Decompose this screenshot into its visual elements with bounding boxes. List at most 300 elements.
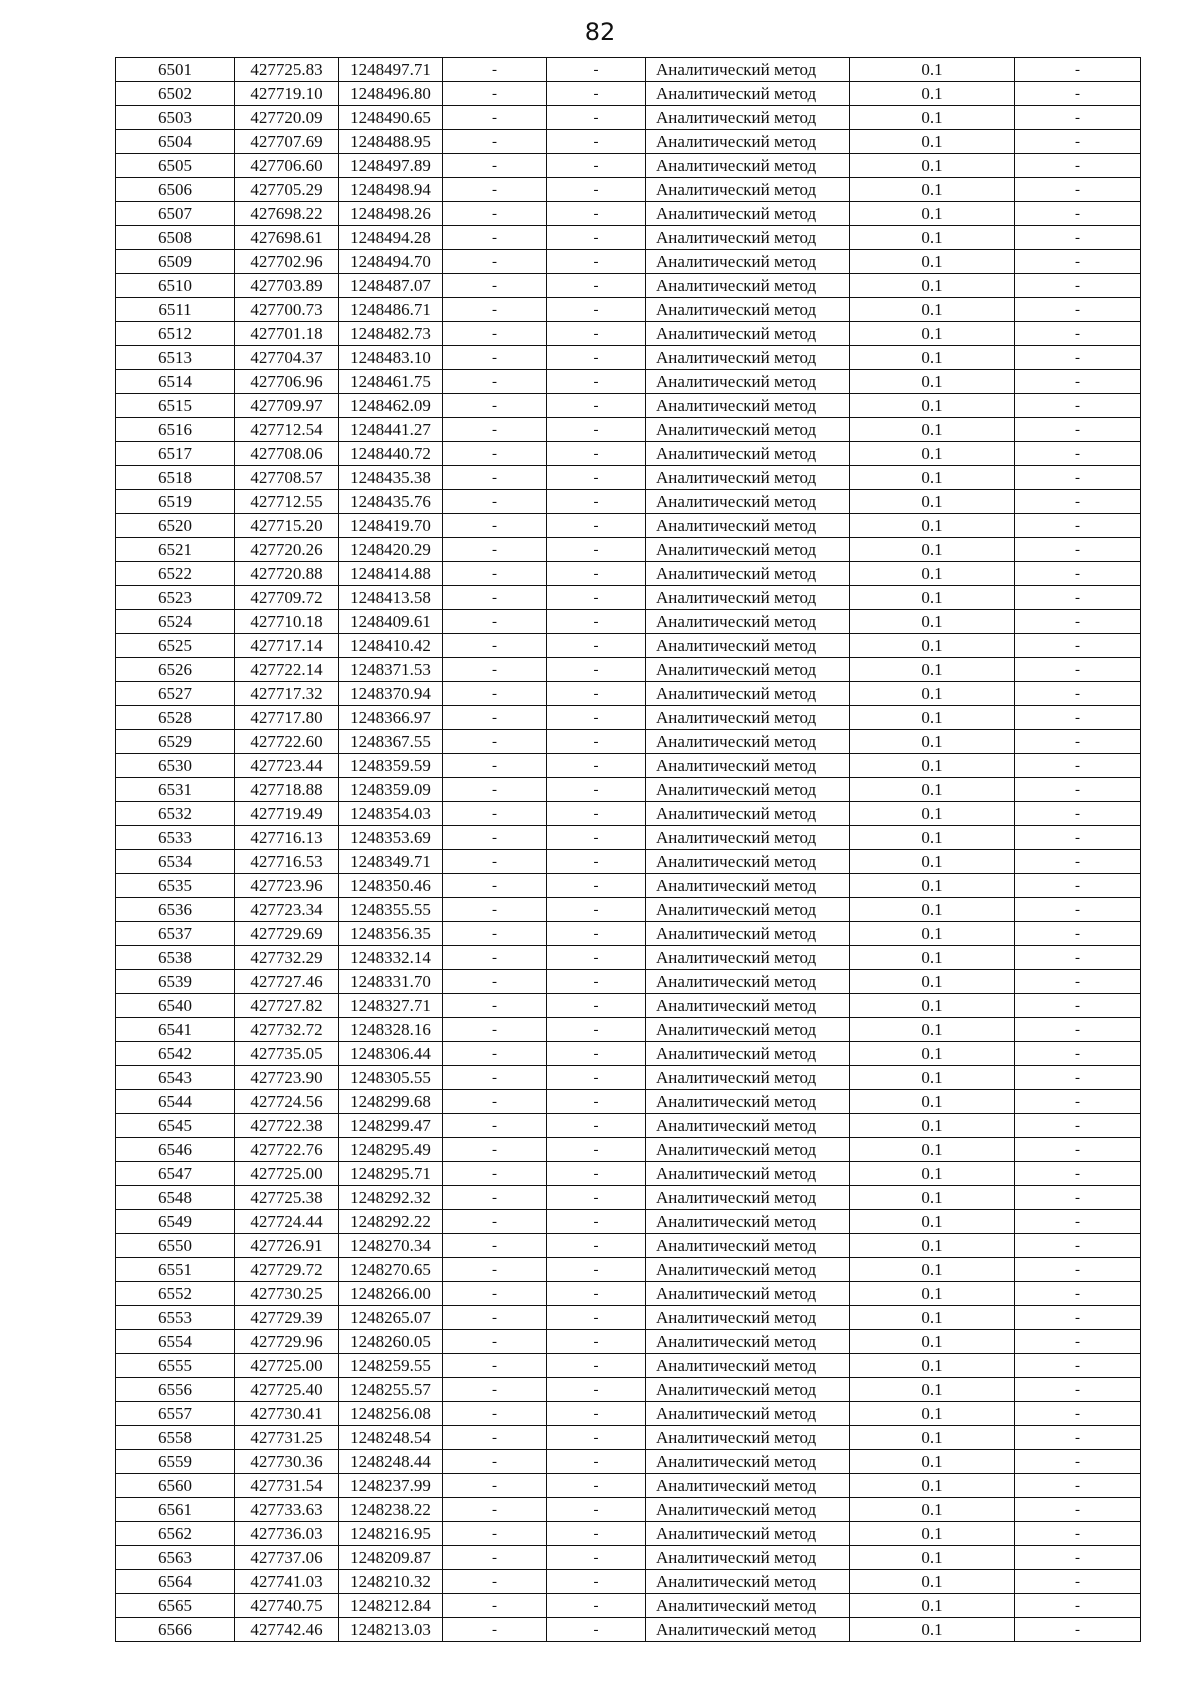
- point-number-cell: 6551: [116, 1258, 235, 1282]
- accuracy-cell: 0.1: [850, 754, 1015, 778]
- table-row: [116, 778, 1141, 802]
- accuracy-cell: 0.1: [850, 466, 1015, 490]
- y-coordinate-cell: 1248486.71: [339, 298, 443, 322]
- empty-dash-cell: -: [547, 1618, 646, 1642]
- empty-dash-cell: -: [547, 490, 646, 514]
- page-number: 82: [584, 18, 616, 46]
- y-coordinate-cell: 1248498.94: [339, 178, 443, 202]
- empty-dash-cell: -: [1015, 274, 1141, 298]
- empty-dash-cell: -: [547, 802, 646, 826]
- accuracy-cell: 0.1: [850, 826, 1015, 850]
- empty-dash-cell: -: [1015, 154, 1141, 178]
- method-cell: Аналитический метод: [646, 1330, 850, 1354]
- accuracy-cell: 0.1: [850, 562, 1015, 586]
- x-coordinate-cell: 427719.10: [235, 82, 339, 106]
- x-coordinate-cell: 427726.91: [235, 1234, 339, 1258]
- empty-dash-cell: -: [547, 1378, 646, 1402]
- empty-dash-cell: -: [443, 1114, 547, 1138]
- table-row: [116, 970, 1141, 994]
- empty-dash-cell: -: [443, 898, 547, 922]
- accuracy-cell: 0.1: [850, 106, 1015, 130]
- empty-dash-cell: -: [547, 1066, 646, 1090]
- empty-dash-cell: -: [547, 898, 646, 922]
- y-coordinate-cell: 1248238.22: [339, 1498, 443, 1522]
- empty-dash-cell: -: [443, 994, 547, 1018]
- accuracy-cell: 0.1: [850, 298, 1015, 322]
- y-coordinate-cell: 1248255.57: [339, 1378, 443, 1402]
- empty-dash-cell: -: [1015, 826, 1141, 850]
- x-coordinate-cell: 427735.05: [235, 1042, 339, 1066]
- empty-dash-cell: -: [1015, 1018, 1141, 1042]
- x-coordinate-cell: 427732.72: [235, 1018, 339, 1042]
- y-coordinate-cell: 1248419.70: [339, 514, 443, 538]
- y-coordinate-cell: 1248331.70: [339, 970, 443, 994]
- accuracy-cell: 0.1: [850, 778, 1015, 802]
- x-coordinate-cell: 427733.63: [235, 1498, 339, 1522]
- point-number-cell: 6547: [116, 1162, 235, 1186]
- table-row: [116, 418, 1141, 442]
- table-row: [116, 442, 1141, 466]
- empty-dash-cell: -: [443, 970, 547, 994]
- method-cell: Аналитический метод: [646, 1114, 850, 1138]
- y-coordinate-cell: 1248371.53: [339, 658, 443, 682]
- accuracy-cell: 0.1: [850, 1402, 1015, 1426]
- table-row: [116, 754, 1141, 778]
- empty-dash-cell: -: [547, 1594, 646, 1618]
- empty-dash-cell: -: [443, 1618, 547, 1642]
- method-cell: Аналитический метод: [646, 370, 850, 394]
- y-coordinate-cell: 1248237.99: [339, 1474, 443, 1498]
- empty-dash-cell: -: [547, 754, 646, 778]
- empty-dash-cell: -: [1015, 1042, 1141, 1066]
- table-row: [116, 682, 1141, 706]
- empty-dash-cell: -: [443, 1258, 547, 1282]
- method-cell: Аналитический метод: [646, 706, 850, 730]
- y-coordinate-cell: 1248490.65: [339, 106, 443, 130]
- empty-dash-cell: -: [1015, 538, 1141, 562]
- empty-dash-cell: -: [443, 1234, 547, 1258]
- empty-dash-cell: -: [443, 778, 547, 802]
- x-coordinate-cell: 427708.06: [235, 442, 339, 466]
- accuracy-cell: 0.1: [850, 1474, 1015, 1498]
- point-number-cell: 6558: [116, 1426, 235, 1450]
- method-cell: Аналитический метод: [646, 1282, 850, 1306]
- empty-dash-cell: -: [443, 1066, 547, 1090]
- x-coordinate-cell: 427708.57: [235, 466, 339, 490]
- y-coordinate-cell: 1248350.46: [339, 874, 443, 898]
- point-number-cell: 6527: [116, 682, 235, 706]
- y-coordinate-cell: 1248349.71: [339, 850, 443, 874]
- point-number-cell: 6522: [116, 562, 235, 586]
- empty-dash-cell: -: [547, 442, 646, 466]
- empty-dash-cell: -: [1015, 1354, 1141, 1378]
- empty-dash-cell: -: [1015, 970, 1141, 994]
- empty-dash-cell: -: [1015, 778, 1141, 802]
- table-row: [116, 994, 1141, 1018]
- point-number-cell: 6563: [116, 1546, 235, 1570]
- empty-dash-cell: -: [443, 226, 547, 250]
- point-number-cell: 6549: [116, 1210, 235, 1234]
- y-coordinate-cell: 1248435.76: [339, 490, 443, 514]
- empty-dash-cell: -: [443, 82, 547, 106]
- x-coordinate-cell: 427700.73: [235, 298, 339, 322]
- empty-dash-cell: -: [443, 826, 547, 850]
- y-coordinate-cell: 1248420.29: [339, 538, 443, 562]
- accuracy-cell: 0.1: [850, 202, 1015, 226]
- point-number-cell: 6536: [116, 898, 235, 922]
- method-cell: Аналитический метод: [646, 1162, 850, 1186]
- empty-dash-cell: -: [443, 1138, 547, 1162]
- y-coordinate-cell: 1248299.68: [339, 1090, 443, 1114]
- accuracy-cell: 0.1: [850, 994, 1015, 1018]
- accuracy-cell: 0.1: [850, 1546, 1015, 1570]
- table-row: [116, 1114, 1141, 1138]
- accuracy-cell: 0.1: [850, 1210, 1015, 1234]
- accuracy-cell: 0.1: [850, 1354, 1015, 1378]
- point-number-cell: 6518: [116, 466, 235, 490]
- x-coordinate-cell: 427722.60: [235, 730, 339, 754]
- y-coordinate-cell: 1248461.75: [339, 370, 443, 394]
- table-row: [116, 202, 1141, 226]
- empty-dash-cell: -: [547, 1522, 646, 1546]
- point-number-cell: 6501: [116, 58, 235, 82]
- point-number-cell: 6538: [116, 946, 235, 970]
- accuracy-cell: 0.1: [850, 1114, 1015, 1138]
- x-coordinate-cell: 427698.61: [235, 226, 339, 250]
- empty-dash-cell: -: [1015, 1186, 1141, 1210]
- point-number-cell: 6541: [116, 1018, 235, 1042]
- empty-dash-cell: -: [1015, 1066, 1141, 1090]
- empty-dash-cell: -: [443, 1594, 547, 1618]
- table-row: [116, 898, 1141, 922]
- point-number-cell: 6552: [116, 1282, 235, 1306]
- table-row: [116, 1066, 1141, 1090]
- table-row: [116, 1522, 1141, 1546]
- method-cell: Аналитический метод: [646, 1066, 850, 1090]
- x-coordinate-cell: 427729.69: [235, 922, 339, 946]
- method-cell: Аналитический метод: [646, 394, 850, 418]
- method-cell: Аналитический метод: [646, 178, 850, 202]
- accuracy-cell: 0.1: [850, 538, 1015, 562]
- accuracy-cell: 0.1: [850, 490, 1015, 514]
- empty-dash-cell: -: [547, 562, 646, 586]
- method-cell: Аналитический метод: [646, 850, 850, 874]
- empty-dash-cell: -: [547, 610, 646, 634]
- table-row: [116, 1186, 1141, 1210]
- empty-dash-cell: -: [547, 1210, 646, 1234]
- method-cell: Аналитический метод: [646, 202, 850, 226]
- y-coordinate-cell: 1248440.72: [339, 442, 443, 466]
- empty-dash-cell: -: [1015, 682, 1141, 706]
- empty-dash-cell: -: [547, 1306, 646, 1330]
- table-row: [116, 322, 1141, 346]
- empty-dash-cell: -: [443, 562, 547, 586]
- empty-dash-cell: -: [547, 154, 646, 178]
- point-number-cell: 6555: [116, 1354, 235, 1378]
- point-number-cell: 6528: [116, 706, 235, 730]
- table-row: [116, 922, 1141, 946]
- empty-dash-cell: -: [547, 538, 646, 562]
- point-number-cell: 6530: [116, 754, 235, 778]
- empty-dash-cell: -: [1015, 1306, 1141, 1330]
- table-row: [116, 106, 1141, 130]
- method-cell: Аналитический метод: [646, 130, 850, 154]
- x-coordinate-cell: 427723.44: [235, 754, 339, 778]
- x-coordinate-cell: 427727.82: [235, 994, 339, 1018]
- empty-dash-cell: -: [1015, 1114, 1141, 1138]
- x-coordinate-cell: 427717.14: [235, 634, 339, 658]
- method-cell: Аналитический метод: [646, 1090, 850, 1114]
- empty-dash-cell: -: [443, 466, 547, 490]
- accuracy-cell: 0.1: [850, 1162, 1015, 1186]
- x-coordinate-cell: 427725.83: [235, 58, 339, 82]
- accuracy-cell: 0.1: [850, 1282, 1015, 1306]
- method-cell: Аналитический метод: [646, 1618, 850, 1642]
- y-coordinate-cell: 1248482.73: [339, 322, 443, 346]
- empty-dash-cell: -: [443, 754, 547, 778]
- y-coordinate-cell: 1248359.59: [339, 754, 443, 778]
- x-coordinate-cell: 427731.54: [235, 1474, 339, 1498]
- empty-dash-cell: -: [1015, 250, 1141, 274]
- method-cell: Аналитический метод: [646, 1210, 850, 1234]
- accuracy-cell: 0.1: [850, 418, 1015, 442]
- x-coordinate-cell: 427723.90: [235, 1066, 339, 1090]
- empty-dash-cell: -: [547, 1546, 646, 1570]
- table-row: [116, 1498, 1141, 1522]
- x-coordinate-cell: 427719.49: [235, 802, 339, 826]
- empty-dash-cell: -: [443, 802, 547, 826]
- accuracy-cell: 0.1: [850, 154, 1015, 178]
- empty-dash-cell: -: [547, 1186, 646, 1210]
- empty-dash-cell: -: [1015, 1426, 1141, 1450]
- method-cell: Аналитический метод: [646, 970, 850, 994]
- accuracy-cell: 0.1: [850, 370, 1015, 394]
- point-number-cell: 6542: [116, 1042, 235, 1066]
- table-row: [116, 1042, 1141, 1066]
- empty-dash-cell: -: [547, 298, 646, 322]
- table-row: [116, 1594, 1141, 1618]
- y-coordinate-cell: 1248259.55: [339, 1354, 443, 1378]
- x-coordinate-cell: 427710.18: [235, 610, 339, 634]
- empty-dash-cell: -: [1015, 994, 1141, 1018]
- method-cell: Аналитический метод: [646, 874, 850, 898]
- table-row: [116, 466, 1141, 490]
- accuracy-cell: 0.1: [850, 394, 1015, 418]
- accuracy-cell: 0.1: [850, 1042, 1015, 1066]
- empty-dash-cell: -: [547, 730, 646, 754]
- empty-dash-cell: -: [1015, 1570, 1141, 1594]
- empty-dash-cell: -: [443, 442, 547, 466]
- empty-dash-cell: -: [443, 1162, 547, 1186]
- empty-dash-cell: -: [547, 946, 646, 970]
- empty-dash-cell: -: [1015, 1450, 1141, 1474]
- x-coordinate-cell: 427720.09: [235, 106, 339, 130]
- y-coordinate-cell: 1248488.95: [339, 130, 443, 154]
- y-coordinate-cell: 1248266.00: [339, 1282, 443, 1306]
- x-coordinate-cell: 427720.26: [235, 538, 339, 562]
- method-cell: Аналитический метод: [646, 1306, 850, 1330]
- table-row: [116, 1210, 1141, 1234]
- empty-dash-cell: -: [443, 922, 547, 946]
- x-coordinate-cell: 427706.60: [235, 154, 339, 178]
- empty-dash-cell: -: [1015, 946, 1141, 970]
- x-coordinate-cell: 427730.36: [235, 1450, 339, 1474]
- x-coordinate-cell: 427729.39: [235, 1306, 339, 1330]
- y-coordinate-cell: 1248353.69: [339, 826, 443, 850]
- empty-dash-cell: -: [547, 394, 646, 418]
- point-number-cell: 6523: [116, 586, 235, 610]
- empty-dash-cell: -: [547, 1162, 646, 1186]
- x-coordinate-cell: 427724.56: [235, 1090, 339, 1114]
- point-number-cell: 6508: [116, 226, 235, 250]
- point-number-cell: 6512: [116, 322, 235, 346]
- table-row: [116, 730, 1141, 754]
- accuracy-cell: 0.1: [850, 274, 1015, 298]
- method-cell: Аналитический метод: [646, 1234, 850, 1258]
- point-number-cell: 6543: [116, 1066, 235, 1090]
- accuracy-cell: 0.1: [850, 1378, 1015, 1402]
- empty-dash-cell: -: [1015, 1498, 1141, 1522]
- accuracy-cell: 0.1: [850, 1522, 1015, 1546]
- method-cell: Аналитический метод: [646, 1138, 850, 1162]
- y-coordinate-cell: 1248248.54: [339, 1426, 443, 1450]
- point-number-cell: 6503: [116, 106, 235, 130]
- point-number-cell: 6565: [116, 1594, 235, 1618]
- x-coordinate-cell: 427717.32: [235, 682, 339, 706]
- method-cell: Аналитический метод: [646, 346, 850, 370]
- empty-dash-cell: -: [1015, 1378, 1141, 1402]
- empty-dash-cell: -: [1015, 922, 1141, 946]
- point-number-cell: 6507: [116, 202, 235, 226]
- x-coordinate-cell: 427707.69: [235, 130, 339, 154]
- table-row: [116, 490, 1141, 514]
- x-coordinate-cell: 427720.88: [235, 562, 339, 586]
- empty-dash-cell: -: [547, 418, 646, 442]
- empty-dash-cell: -: [1015, 1162, 1141, 1186]
- empty-dash-cell: -: [443, 178, 547, 202]
- y-coordinate-cell: 1248248.44: [339, 1450, 443, 1474]
- method-cell: Аналитический метод: [646, 1042, 850, 1066]
- x-coordinate-cell: 427705.29: [235, 178, 339, 202]
- empty-dash-cell: -: [443, 322, 547, 346]
- y-coordinate-cell: 1248332.14: [339, 946, 443, 970]
- table-row: [116, 562, 1141, 586]
- point-number-cell: 6546: [116, 1138, 235, 1162]
- empty-dash-cell: -: [1015, 1402, 1141, 1426]
- empty-dash-cell: -: [1015, 802, 1141, 826]
- point-number-cell: 6534: [116, 850, 235, 874]
- accuracy-cell: 0.1: [850, 322, 1015, 346]
- x-coordinate-cell: 427703.89: [235, 274, 339, 298]
- method-cell: Аналитический метод: [646, 538, 850, 562]
- y-coordinate-cell: 1248265.07: [339, 1306, 443, 1330]
- empty-dash-cell: -: [547, 322, 646, 346]
- y-coordinate-cell: 1248295.49: [339, 1138, 443, 1162]
- table-row: [116, 1234, 1141, 1258]
- empty-dash-cell: -: [443, 202, 547, 226]
- accuracy-cell: 0.1: [850, 1570, 1015, 1594]
- empty-dash-cell: -: [1015, 634, 1141, 658]
- method-cell: Аналитический метод: [646, 1474, 850, 1498]
- empty-dash-cell: -: [547, 250, 646, 274]
- method-cell: Аналитический метод: [646, 1402, 850, 1426]
- empty-dash-cell: -: [547, 1114, 646, 1138]
- accuracy-cell: 0.1: [850, 1186, 1015, 1210]
- point-number-cell: 6531: [116, 778, 235, 802]
- empty-dash-cell: -: [547, 58, 646, 82]
- table-row: [116, 1258, 1141, 1282]
- table-row: [116, 394, 1141, 418]
- empty-dash-cell: -: [1015, 58, 1141, 82]
- accuracy-cell: 0.1: [850, 586, 1015, 610]
- empty-dash-cell: -: [443, 634, 547, 658]
- y-coordinate-cell: 1248494.28: [339, 226, 443, 250]
- method-cell: Аналитический метод: [646, 442, 850, 466]
- empty-dash-cell: -: [1015, 106, 1141, 130]
- empty-dash-cell: -: [1015, 1282, 1141, 1306]
- point-number-cell: 6532: [116, 802, 235, 826]
- method-cell: Аналитический метод: [646, 562, 850, 586]
- empty-dash-cell: -: [547, 1138, 646, 1162]
- point-number-cell: 6515: [116, 394, 235, 418]
- method-cell: Аналитический метод: [646, 922, 850, 946]
- table-row: [116, 826, 1141, 850]
- empty-dash-cell: -: [547, 202, 646, 226]
- table-row: [116, 82, 1141, 106]
- accuracy-cell: 0.1: [850, 1450, 1015, 1474]
- table-row: [116, 1618, 1141, 1642]
- x-coordinate-cell: 427729.72: [235, 1258, 339, 1282]
- method-cell: Аналитический метод: [646, 490, 850, 514]
- empty-dash-cell: -: [1015, 130, 1141, 154]
- x-coordinate-cell: 427741.03: [235, 1570, 339, 1594]
- y-coordinate-cell: 1248487.07: [339, 274, 443, 298]
- empty-dash-cell: -: [547, 346, 646, 370]
- accuracy-cell: 0.1: [850, 346, 1015, 370]
- method-cell: Аналитический метод: [646, 58, 850, 82]
- empty-dash-cell: -: [1015, 178, 1141, 202]
- empty-dash-cell: -: [1015, 1618, 1141, 1642]
- empty-dash-cell: -: [443, 154, 547, 178]
- y-coordinate-cell: 1248497.71: [339, 58, 443, 82]
- empty-dash-cell: -: [1015, 1234, 1141, 1258]
- point-number-cell: 6545: [116, 1114, 235, 1138]
- empty-dash-cell: -: [547, 850, 646, 874]
- table-row: [116, 1162, 1141, 1186]
- empty-dash-cell: -: [547, 466, 646, 490]
- empty-dash-cell: -: [1015, 370, 1141, 394]
- empty-dash-cell: -: [547, 1474, 646, 1498]
- empty-dash-cell: -: [547, 994, 646, 1018]
- empty-dash-cell: -: [1015, 82, 1141, 106]
- x-coordinate-cell: 427742.46: [235, 1618, 339, 1642]
- coordinates-table-wrapper: [115, 57, 1141, 1642]
- empty-dash-cell: -: [443, 418, 547, 442]
- x-coordinate-cell: 427725.00: [235, 1354, 339, 1378]
- method-cell: Аналитический метод: [646, 1426, 850, 1450]
- empty-dash-cell: -: [1015, 586, 1141, 610]
- empty-dash-cell: -: [547, 130, 646, 154]
- method-cell: Аналитический метод: [646, 586, 850, 610]
- method-cell: Аналитический метод: [646, 1498, 850, 1522]
- method-cell: Аналитический метод: [646, 946, 850, 970]
- x-coordinate-cell: 427723.96: [235, 874, 339, 898]
- y-coordinate-cell: 1248366.97: [339, 706, 443, 730]
- method-cell: Аналитический метод: [646, 682, 850, 706]
- x-coordinate-cell: 427701.18: [235, 322, 339, 346]
- table-row: [116, 1426, 1141, 1450]
- point-number-cell: 6562: [116, 1522, 235, 1546]
